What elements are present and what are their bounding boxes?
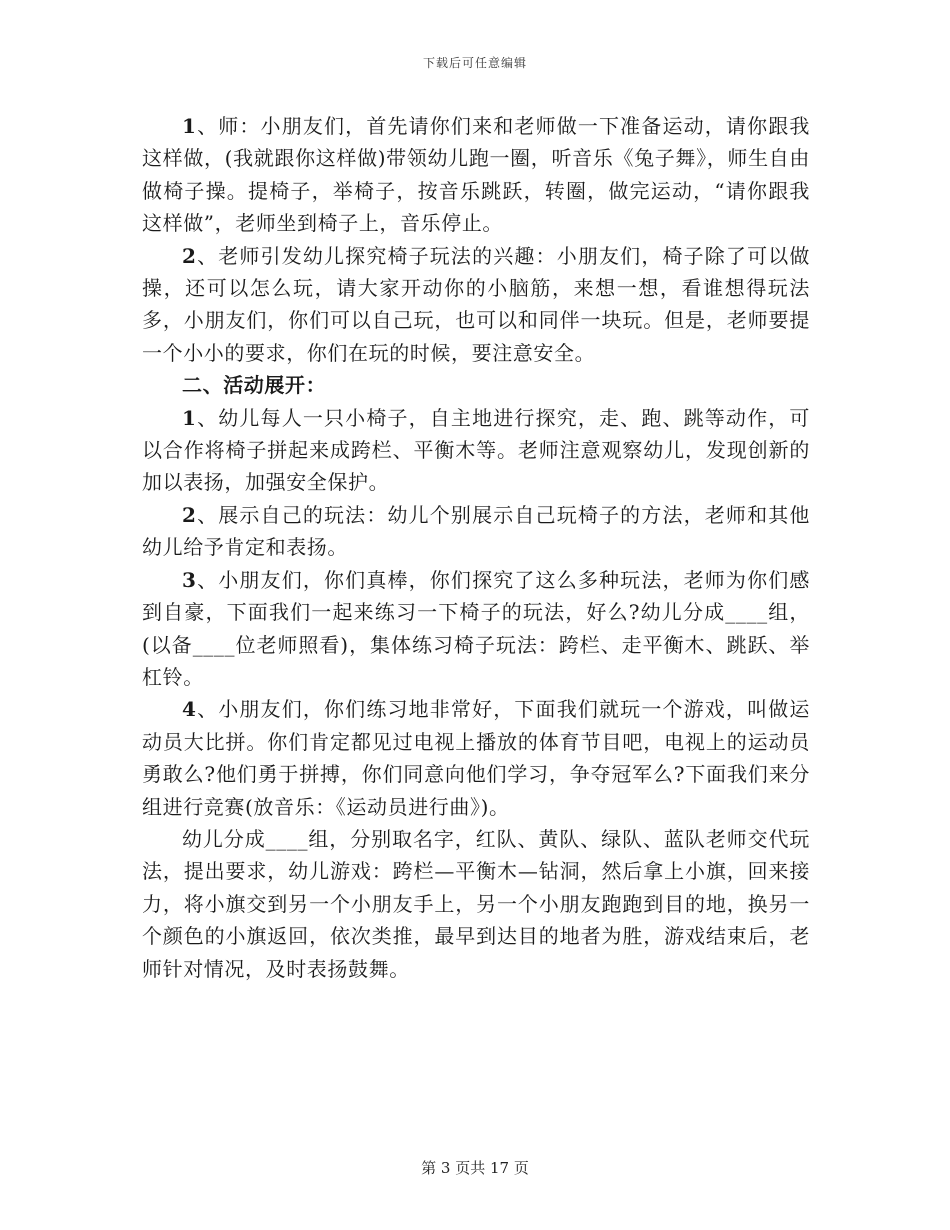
- paragraph-3: [142, 402, 810, 499]
- paragraph-text: 、老师引发幼儿探究椅子玩法的兴趣：小朋友们，椅子除了可以做操，还可以怎么玩，请大家开动你的小脑筋，来想一想，看谁想得玩法多，小朋友们，你们可以自己玩，也可以和同伴一块玩。但是，老师要提一个小小的要求，你们在玩的时候，要注意安全。: [142, 243, 810, 365]
- paragraph-7: [142, 823, 810, 985]
- section-heading: 二、活动展开：: [182, 373, 327, 398]
- paragraph-number: 4: [182, 697, 197, 722]
- paragraph-6: [142, 693, 810, 823]
- page-footer: 第 3 页共 17 页: [421, 1159, 529, 1177]
- paragraph-text: 、小朋友们，你们真棒，你们探究了这么多种玩法，老师为你们感到自豪，下面我们一起来练习一下椅子的玩法，好么?幼儿分成____组，(以备____位老师照看)，集体练习椅子玩法：跨栏、走平衡木、跳跃、举杠铃。: [142, 567, 810, 689]
- paragraph-text: 、展示自己的玩法：幼儿个别展示自己玩椅子的方法，老师和其他幼儿给予肯定和表扬。: [142, 502, 810, 560]
- paragraph-4: [142, 499, 810, 564]
- paragraph-number: 2: [182, 502, 197, 527]
- paragraph-2: [142, 240, 810, 370]
- paragraph-number: 3: [182, 567, 197, 592]
- paragraph-number: 1: [182, 114, 197, 138]
- document-body: [142, 110, 810, 985]
- paragraph-text: 、小朋友们，你们练习地非常好，下面我们就玩一个游戏，叫做运动员大比拼。你们肯定都见过电视上播放的体育节目吧，电视上的运动员勇敢么?他们勇于拼搏，你们同意向他们学习，争夺冠军么?下面我们来分组进行竞赛(放音乐：《运动员进行曲》)。: [142, 697, 810, 819]
- paragraph-text: 、师：小朋友们，首先请你们来和老师做一下准备运动，请你跟我这样做，(我就跟你这样做)带领幼儿跑一圈，听音乐《兔子舞》，师生自由做椅子操。提椅子，举椅子，按音乐跳跃，转圈，做完运动，“请你跟我这样做”，老师坐到椅子上，音乐停止。: [142, 114, 810, 236]
- page-header: 下载后可任意编辑: [422, 56, 527, 70]
- paragraph-number: 1: [182, 405, 197, 430]
- paragraph-5: [142, 564, 810, 694]
- paragraph-text: 、幼儿每人一只小椅子，自主地进行探究，走、跑、跳等动作，可以合作将椅子拼起来成跨栏、平衡木等。老师注意观察幼儿，发现创新的加以表扬，加强安全保护。: [142, 405, 810, 495]
- paragraph-1: [142, 110, 810, 240]
- paragraph-text: 幼儿分成____组，分别取名字，红队、黄队、绿队、蓝队老师交代玩法，提出要求，幼儿游戏：跨栏—平衡木—钻洞，然后拿上小旗，回来接力，将小旗交到另一个小朋友手上，另一个小朋友跑跑到目的地，换另一个颜色的小旗返回，依次类推，最早到达目的地者为胜，游戏结束后，老师针对情况，及时表扬鼓舞。: [142, 826, 810, 981]
- paragraph-number: 2: [182, 243, 197, 268]
